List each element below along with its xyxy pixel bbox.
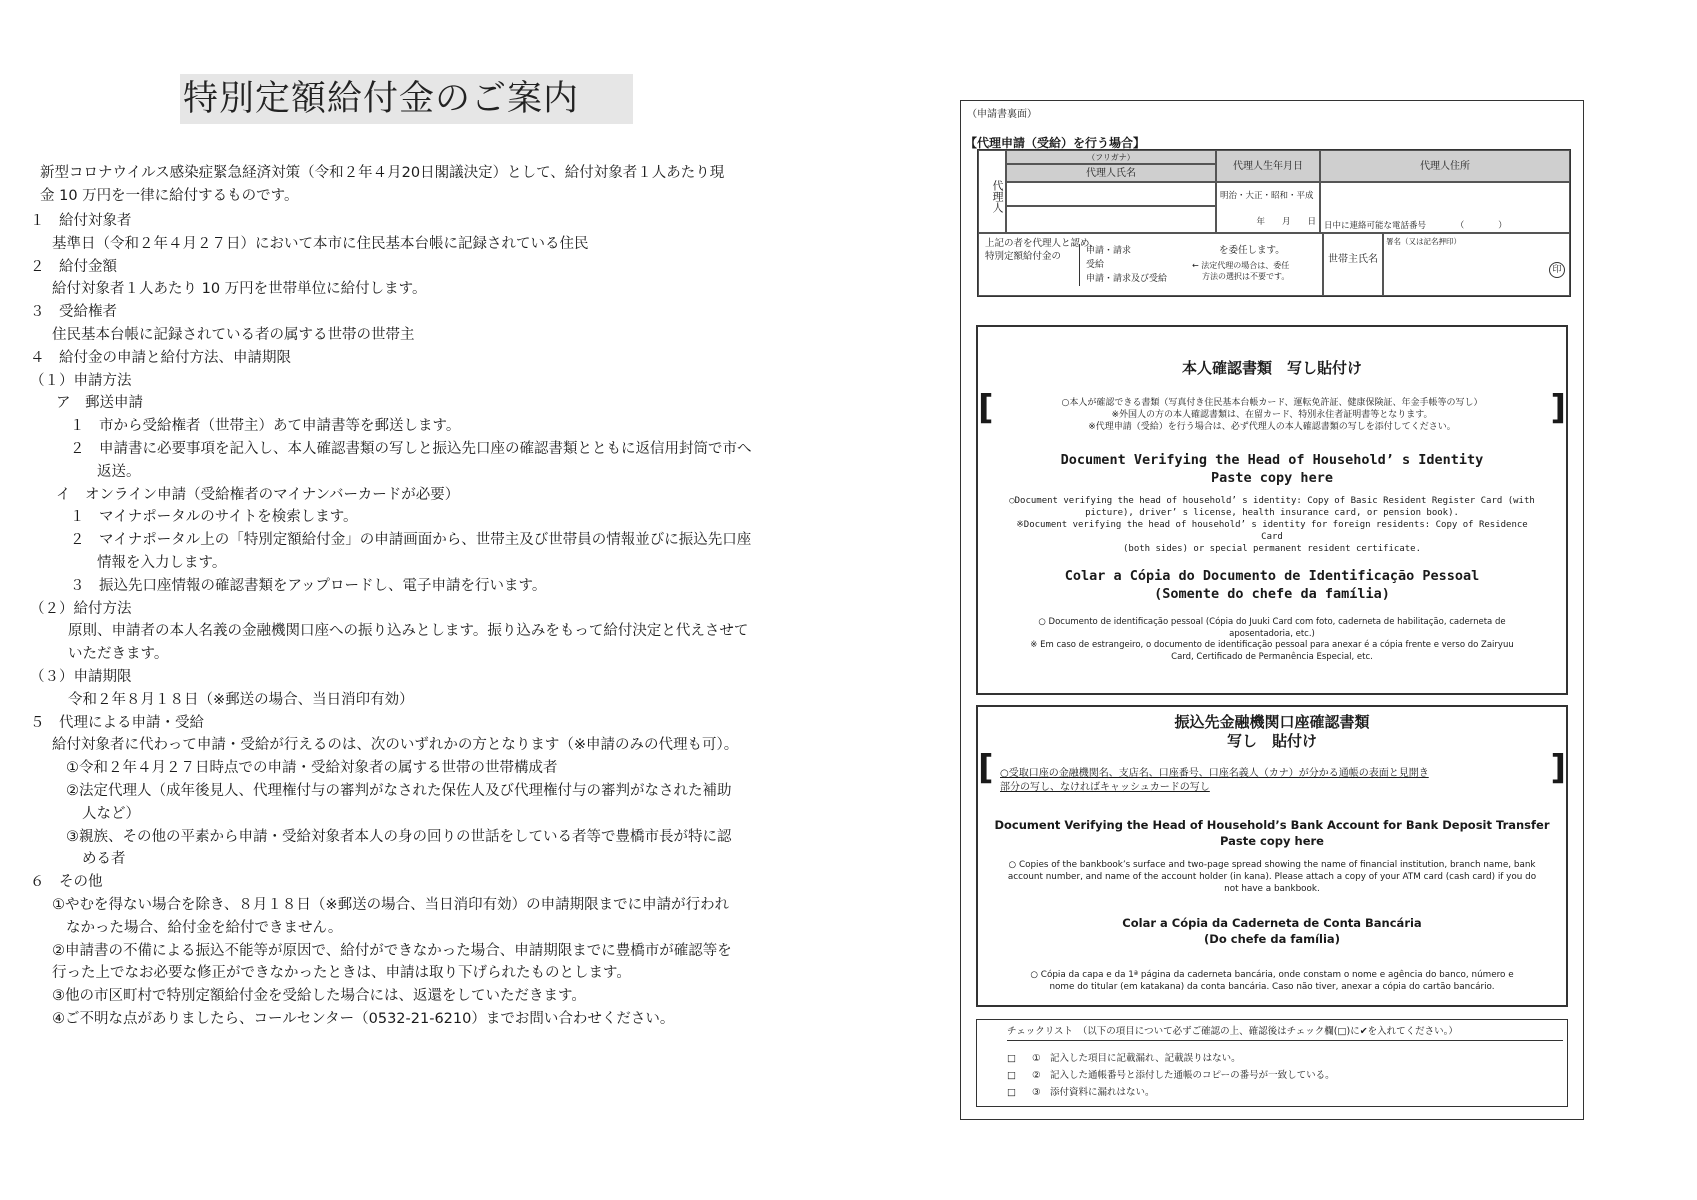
intro-line: 金 10 万円を一律に給付するものです。 <box>40 188 299 204</box>
bank-pt-line: nome do titular (em katakana) da conta bancária. Caso não tiver, anexar a cópia do cartão bancário. <box>1049 982 1495 992</box>
notice-line: ２ マイナポータル上の「特別定額給付金」の申請画面から、世帯主及び世帯員の情報並びに振込先口座 <box>70 532 752 549</box>
bank-jp-line: 部分の写し、なければキャッシュカードの写し <box>1000 782 1210 793</box>
option-both: 申請・請求及び受給 <box>1086 274 1168 284</box>
proxy-name-field-2[interactable] <box>1006 206 1216 233</box>
notice-line: ②法定代理人（成年後見人、代理権付与の審判がなされた保佐人及び代理権付与の審判がなされた補助 <box>66 783 732 799</box>
id-jp-line: ※代理申請（受給）を行う場合は、必ず代理人の本人確認書類の写しを添付してください。 <box>1088 422 1456 432</box>
notice-page <box>0 0 820 1200</box>
checkbox[interactable]: □ <box>1007 1087 1016 1098</box>
notice-line: ２ 給付金額 <box>30 258 117 275</box>
notice-line: いただきます。 <box>68 646 169 663</box>
id-jp-notes <box>998 397 1546 433</box>
head-of-household-label: 世帯主氏名 <box>1323 233 1383 296</box>
bank-title-line: 写し 貼付け <box>1226 732 1317 750</box>
id-pt-title <box>978 567 1566 603</box>
id-en-title-line: Document Verifying the Head of Household’ s Identity <box>1060 452 1484 468</box>
proxy-name-field[interactable] <box>1006 182 1216 206</box>
consent-options <box>1079 244 1167 286</box>
notice-line: ②申請書の不備による振込不能等が原因で、給付ができなかった場合、申請期限までに豊橋市が確認等を <box>52 942 732 959</box>
id-document-paste-area <box>976 325 1568 695</box>
proxy-birth-label: 代理人生年月日 <box>1216 150 1320 182</box>
id-pt-title-line: (Somente do chefe da família) <box>1154 586 1390 602</box>
ymd-label: 年 月 日 <box>1256 217 1316 227</box>
notice-line: ４ 給付金の申請と給付方法、申請期限 <box>30 349 291 366</box>
left-bracket: [ <box>978 748 994 788</box>
id-pt-notes <box>988 617 1556 663</box>
bank-en-notes <box>986 859 1558 895</box>
checklist-item-text: ② 記入した通帳番号と添付した通帳のコピーの番号が一致している。 <box>1031 1070 1335 1081</box>
checkbox[interactable]: □ <box>1007 1070 1016 1081</box>
application-form-back <box>960 100 1584 1120</box>
id-pt-line: aposentadoria, etc.) <box>1229 628 1315 639</box>
notice-line: ア 郵送申請 <box>56 395 143 412</box>
signature-field[interactable] <box>1383 233 1570 296</box>
id-pt-title-line: Colar a Cópia do Documento de Identificação Pessoal <box>1064 568 1480 584</box>
notice-line: （１）申請方法 <box>30 372 132 389</box>
notice-line: 住民基本台帳に記録されている者の属する世帯の世帯主 <box>52 327 415 343</box>
notice-line: ③他の市区町村で特別定額給付金を受給した場合には、返還をしていただきます。 <box>52 988 586 1005</box>
proxy-label: 代理人 <box>978 150 1006 233</box>
furigana-label: （フリガナ） <box>1006 150 1216 164</box>
notice-line: ３ 受給権者 <box>30 304 117 321</box>
id-en-line: ○Document verifying the head of household’ s identity: Copy of Basic Resident Register Card (with <box>1009 496 1535 506</box>
option-apply: 申請・請求 <box>1086 246 1132 256</box>
checklist-box <box>976 1019 1568 1107</box>
notice-line: ６ その他 <box>30 874 103 891</box>
bank-box-title <box>978 713 1566 751</box>
bank-document-paste-area <box>976 705 1568 1007</box>
bank-pt-title-line: (Do chefe da família) <box>1204 932 1340 946</box>
id-box-title: 本人確認書類 写し貼付け <box>1181 359 1362 377</box>
notice-line: １ 給付対象者 <box>30 213 132 229</box>
checkbox[interactable]: □ <box>1007 1053 1016 1064</box>
intro-line: 新型コロナウイルス感染症緊急経済対策（令和２年４月20日閣議決定）として、給付対象者１人あたり現 <box>40 165 725 181</box>
bank-pt-title-line: Colar a Cópia da Caderneta de Conta Bancária <box>1122 916 1422 930</box>
bank-en-title-line: Paste copy here <box>1220 834 1324 848</box>
bank-jp-line: ○受取口座の金融機関名、支店名、口座番号、口座名義人（カナ）が分かる通帳の表面と見開き <box>1000 768 1429 779</box>
notice-line: 令和２年８月１８日（※郵送の場合、当日消印有効） <box>68 691 414 708</box>
id-en-line: picture), driver’ s license, health insurance card, or pension book). <box>1085 508 1459 518</box>
bank-pt-line: ○ Cópia da capa e da 1ª página da caderneta bancária, onde constam o nome e agência do banco, número e <box>1030 970 1514 980</box>
bank-en-line: not have a bankbook. <box>1224 884 1320 894</box>
notice-line: ５ 代理による申請・受給 <box>30 714 204 731</box>
bank-en-title-line: Document Verifying the Head of Household’s Bank Account for Bank Deposit Transfer <box>994 818 1550 832</box>
notice-line: 人など） <box>82 805 140 822</box>
checklist-items <box>1007 1050 1335 1101</box>
id-en-line: Card <box>1261 532 1283 542</box>
bank-en-title <box>978 817 1566 849</box>
left-bracket: [ <box>978 388 994 428</box>
notice-line: １ 市から受給権者（世帯主）あて申請書等を郵送します。 <box>70 418 461 435</box>
entrust-label: を委任します。 <box>1219 245 1285 256</box>
seal-mark: 印 <box>1549 262 1565 278</box>
checklist-row <box>1007 1084 1335 1101</box>
notice-line: （２）給付方法 <box>30 600 132 617</box>
notice-line: 返送。 <box>97 463 141 480</box>
checklist-row <box>1007 1067 1335 1084</box>
right-bracket: ] <box>1550 748 1566 788</box>
id-pt-line: Card, Certificado de Permanência Especial, etc. <box>1171 651 1373 662</box>
notice-line: 基準日（令和２年４月２７日）において本市に住民基本台帳に記録されている住民 <box>52 235 589 252</box>
right-bracket: ] <box>1550 388 1566 428</box>
notice-line: 原則、申請者の本人名義の金融機関口座への振り込みとします。振り込みをもって給付決定と代えさせて <box>68 623 749 640</box>
notice-line: 行った上でなお必要な修正ができなかったときは、申請は取り下げられたものとします。 <box>52 965 631 982</box>
bank-pt-title <box>978 915 1566 947</box>
proxy-name-label: 代理人氏名 <box>1006 164 1216 182</box>
bank-en-line: account number, and name of the account holder (in kana). Please attach a copy of your ATM card (cash card) if you do <box>1007 872 1537 882</box>
notice-line: （３）申請期限 <box>30 669 132 685</box>
notice-line: 給付対象者に代わって申請・受給が行えるのは、次のいずれかの方となります（※申請のみの代理も可）。 <box>52 737 739 754</box>
notice-line: ①令和２年４月２７日時点での申請・受給対象者の属する世帯の世帯構成者 <box>66 760 558 777</box>
notice-line: ３ 振込先口座情報の確認書類をアップロードし、電子申請を行います。 <box>70 577 547 594</box>
notice-line: １ マイナポータルのサイトを検索します。 <box>70 509 358 526</box>
notice-line: ２ 申請書に必要事項を記入し、本人確認書類の写しと振込先口座の確認書類とともに返信用封筒で市へ <box>70 441 752 457</box>
phone-label: 日中に連絡可能な電話番号 （ ） <box>1324 221 1507 231</box>
id-en-notes <box>988 495 1556 555</box>
legal-note-line: 方法の選択は不要です。 <box>1202 272 1290 281</box>
checklist-item-text: ① 記入した項目に記載漏れ、記載誤りはない。 <box>1031 1053 1241 1064</box>
legal-note-line: ← 法定代理の場合は、委任 <box>1192 261 1290 270</box>
bank-pt-notes <box>986 969 1558 993</box>
id-en-title-line: Paste copy here <box>1211 470 1333 486</box>
proxy-address-label: 代理人住所 <box>1320 150 1570 182</box>
legal-note <box>1192 260 1289 282</box>
notice-line: ①やむを得ない場合を除き、８月１８日（※郵送の場合、当日消印有効）の申請期限までに申請が行われ <box>52 897 730 913</box>
intro-paragraph <box>40 162 800 208</box>
bank-title-line: 振込先金融機関口座確認書類 <box>1174 713 1370 731</box>
era-options: 明治・大正・昭和・平成 <box>1220 191 1314 201</box>
consent-line: 上記の者を代理人と認め、 <box>985 238 1099 249</box>
bank-jp-notes <box>1000 767 1429 795</box>
birth-field[interactable] <box>1216 182 1320 233</box>
signature-label: 署名（又は記名押印） <box>1386 237 1461 246</box>
id-pt-line: ※ Em caso de estrangeiro, o documento de identificação pessoal para anexar é a cópia frente e verso do Zairyuu <box>1030 640 1514 650</box>
checklist-item-text: ③ 添付資料に漏れはない。 <box>1031 1087 1155 1098</box>
notice-line: ③親族、その他の平素から申請・受給対象者本人の身の回りの世話をしている者等で豊橋市長が特に認 <box>66 828 732 845</box>
address-field[interactable] <box>1320 182 1570 233</box>
checklist-row <box>1007 1050 1335 1067</box>
option-receive: 受給 <box>1086 260 1105 270</box>
page-label: （申請書裏面） <box>967 109 1037 120</box>
id-en-line: ※Document verifying the head of household’ s identity for foreign residents: Copy of Residence <box>1016 520 1528 530</box>
checklist-title: チェックリスト （以下の項目について必ずご確認の上、確認後はチェック欄(□)に✔を入れてください。） <box>1007 1026 1458 1037</box>
consent-cell <box>978 233 1323 296</box>
consent-line: 特別定額給付金の <box>985 251 1062 262</box>
notice-line: イ オンライン申請（受給権者のマイナンバーカードが必要） <box>56 486 460 503</box>
proxy-section-title: 【代理申請（受給）を行う場合】 <box>965 136 1146 150</box>
page-title: 特別定額給付金のご案内 <box>180 74 633 124</box>
id-pt-line: ○ Documento de identificação pessoal (Cópia do Juuki Card com foto, caderneta de habilitação, caderneta de <box>1038 617 1506 627</box>
id-en-title <box>978 451 1566 487</box>
notice-line: 情報を入力します。 <box>97 555 227 571</box>
notice-line: なかった場合、給付金を給付できません。 <box>66 919 343 936</box>
proxy-table <box>977 149 1571 297</box>
notice-line: ④ご不明な点がありましたら、コールセンター（0532-21-6210）までお問い合わせください。 <box>52 1011 675 1027</box>
id-en-line: (both sides) or special permanent resident certificate. <box>1122 544 1421 554</box>
bank-en-line: ○ Copies of the bankbook’s surface and two-page spread showing the name of financial institution, branch name, bank <box>1008 860 1536 870</box>
notice-line: める者 <box>82 851 126 868</box>
checklist-title-underline <box>1007 1022 1563 1041</box>
id-jp-line: ※外国人の方の本人確認書類は、在留カード、特別永住者証明書等となります。 <box>1111 410 1433 420</box>
notice-line: 給付対象者１人あたり 10 万円を世帯単位に給付します。 <box>52 281 427 298</box>
id-jp-line: ○本人が確認できる書類（写真付き住民基本台帳カード、運転免許証、健康保険証、年金手帳等の写し） <box>1061 398 1483 408</box>
